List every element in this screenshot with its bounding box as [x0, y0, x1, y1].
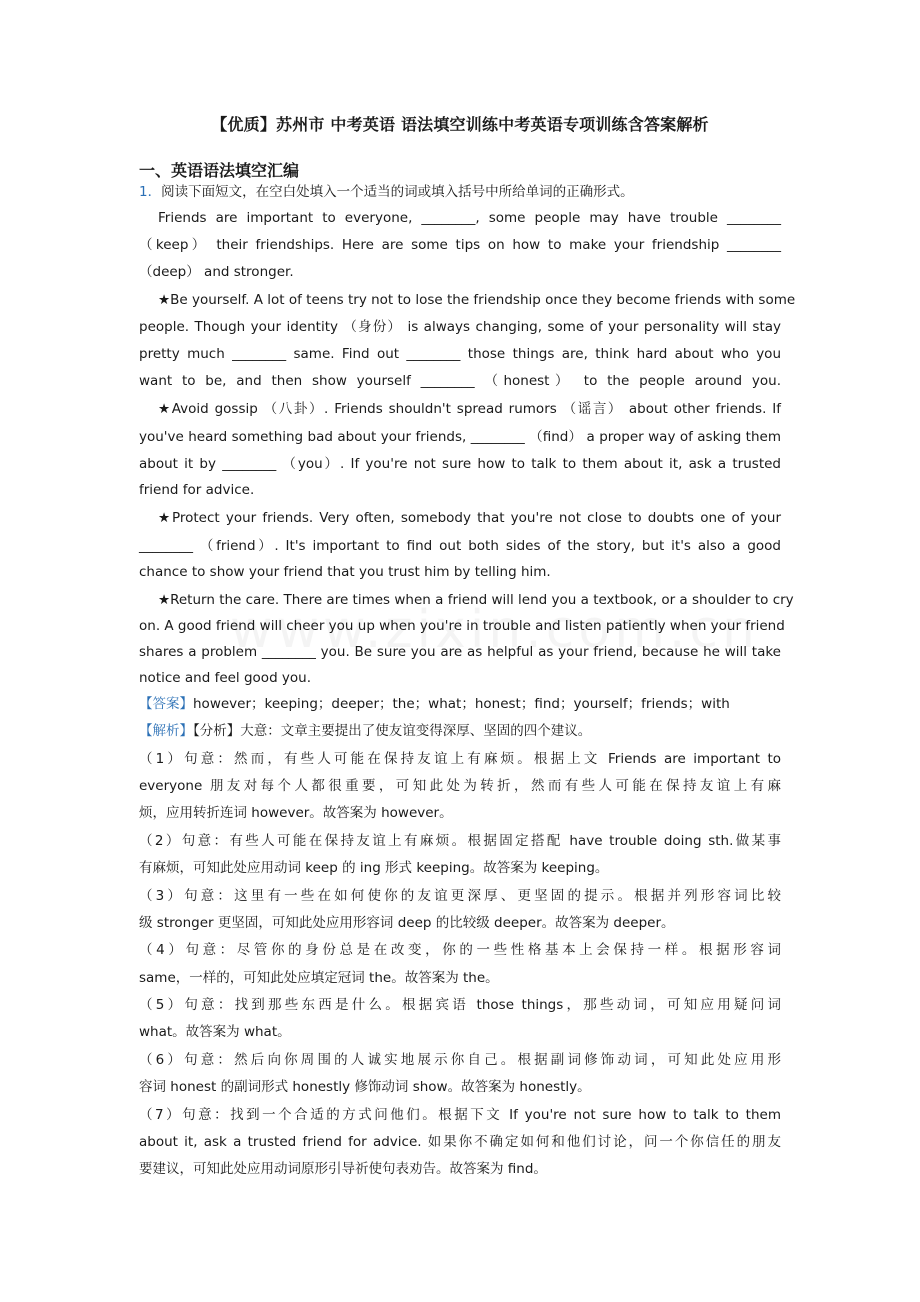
question-number: 1．: [139, 184, 162, 200]
analysis-line: （4）句意：尽管你的身份总是在改变，你的一些性格基本上会保持一样。根据形容词: [139, 942, 781, 958]
answer-label: 【答案】: [139, 696, 193, 712]
analysis-line: 容词 honest 的副词形式 honestly 修饰动词 show。故答案为 honestly。: [139, 1079, 591, 1095]
passage-line: you've heard something bad about your friends, ________ （find） a proper way of asking them: [139, 429, 781, 445]
analysis-line: （5）句意：找到那些东西是什么。根据宾语 those things，那些动词，可知应用疑问词: [139, 997, 781, 1013]
passage-line: （keep） their friendships. Here are some tips on how to make your friendship ________: [139, 237, 781, 253]
passage-line: about it by ________ （you）. If you're not sure how to talk to them about it, ask a trusted: [139, 456, 781, 472]
passage-line: people. Though your identity （身份） is always changing, some of your personality will stay: [139, 319, 781, 335]
passage-line: on. A good friend will cheer you up when you're in trouble and listen patiently when your friend: [139, 618, 785, 634]
passage-line: shares a problem ________ you. Be sure you are as helpful as your friend, because he will take: [139, 644, 781, 660]
document-title: 【优质】苏州市 中考英语 语法填空训练中考英语专项训练含答案解析: [211, 115, 709, 134]
passage-line: want to be, and then show yourself ________ （honest） to the people around you.: [139, 373, 781, 389]
passage-line: pretty much ________ same. Find out ________ those things are, think hard about who you: [139, 346, 781, 362]
analysis-line: what。故答案为 what。: [139, 1024, 291, 1040]
analysis-line: same，一样的，可知此处应填定冠词 the。故答案为 the。: [139, 970, 499, 986]
passage-line: friend for advice.: [139, 482, 255, 498]
analysis-line: 烦，应用转折连词 however。故答案为 however。: [139, 805, 453, 821]
passage-line: （deep） and stronger.: [139, 264, 294, 280]
passage-line: notice and feel good you.: [139, 670, 312, 686]
passage-line: ★Avoid gossip （八卦）. Friends shouldn't spread rumors （谣言） about other friends. If: [158, 401, 781, 417]
question-instruction: [139, 182, 781, 202]
analysis-line: （2）句意：有些人可能在保持友谊上有麻烦。根据固定搭配 have trouble doing sth.做某事: [139, 833, 781, 849]
analysis-line: [139, 721, 781, 741]
analysis-line: （3）句意：这里有一些在如何使你的友谊更深厚、更坚固的提示。根据并列形容词比较: [139, 888, 781, 904]
answer-text: however；keeping；deeper；the；what；honest；find；yourself；friends；with: [193, 696, 730, 712]
passage-line: ________ （friend）. It's important to find out both sides of the story, but it's also a good: [139, 538, 781, 554]
analysis-line: about it, ask a trusted friend for advice. 如果你不确定如何和他们讨论，问一个你信任的朋友: [139, 1134, 781, 1150]
passage-line: ★Protect your friends. Very often, somebody that you're not close to doubts one of your: [158, 510, 781, 526]
passage-line: ★Be yourself. A lot of teens try not to lose the friendship once they become friends with some: [158, 292, 796, 308]
analysis-line: 有麻烦，可知此处应用动词 keep 的 ing 形式 keeping。故答案为 keeping。: [139, 860, 609, 876]
analysis-line: 级 stronger 更坚固，可知此处应用形容词 deep 的比较级 deeper。故答案为 deeper。: [139, 915, 675, 931]
passage-line: chance to show your friend that you trust him by telling him.: [139, 564, 551, 580]
analysis-line: 要建议，可知此处应用动词原形引导祈使句表劝告。故答案为 find。: [139, 1161, 547, 1177]
analysis-line: （6）句意：然后向你周围的人诚实地展示你自己。根据副词修饰动词，可知此处应用形: [139, 1052, 781, 1068]
passage-line: ★Return the care. There are times when a friend will lend you a textbook, or a shoulder to cry: [158, 592, 794, 608]
answer-line: [139, 694, 781, 714]
section-heading: 一、英语语法填空汇编: [139, 161, 300, 180]
analysis-line: （1）句意：然而，有些人可能在保持友谊上有麻烦。根据上文 Friends are important to: [139, 751, 781, 767]
analysis-summary: 【分析】大意：文章主要提出了使友谊变得深厚、坚固的四个建议。: [193, 723, 592, 739]
passage-line: Friends are important to everyone, ________, some people may have trouble ________: [158, 210, 781, 226]
instruction-text: 阅读下面短文，在空白处填入一个适当的词或填入括号中所给单词的正确形式。: [161, 184, 634, 200]
analysis-line: （7）句意：找到一个合适的方式问他们。根据下文 If you're not sure how to talk to them: [139, 1107, 781, 1123]
analysis-line: everyone 朋友对每个人都很重要，可知此处为转折，然而有些人可能在保持友谊上有麻: [139, 778, 781, 794]
analysis-label: 【解析】: [139, 723, 193, 739]
